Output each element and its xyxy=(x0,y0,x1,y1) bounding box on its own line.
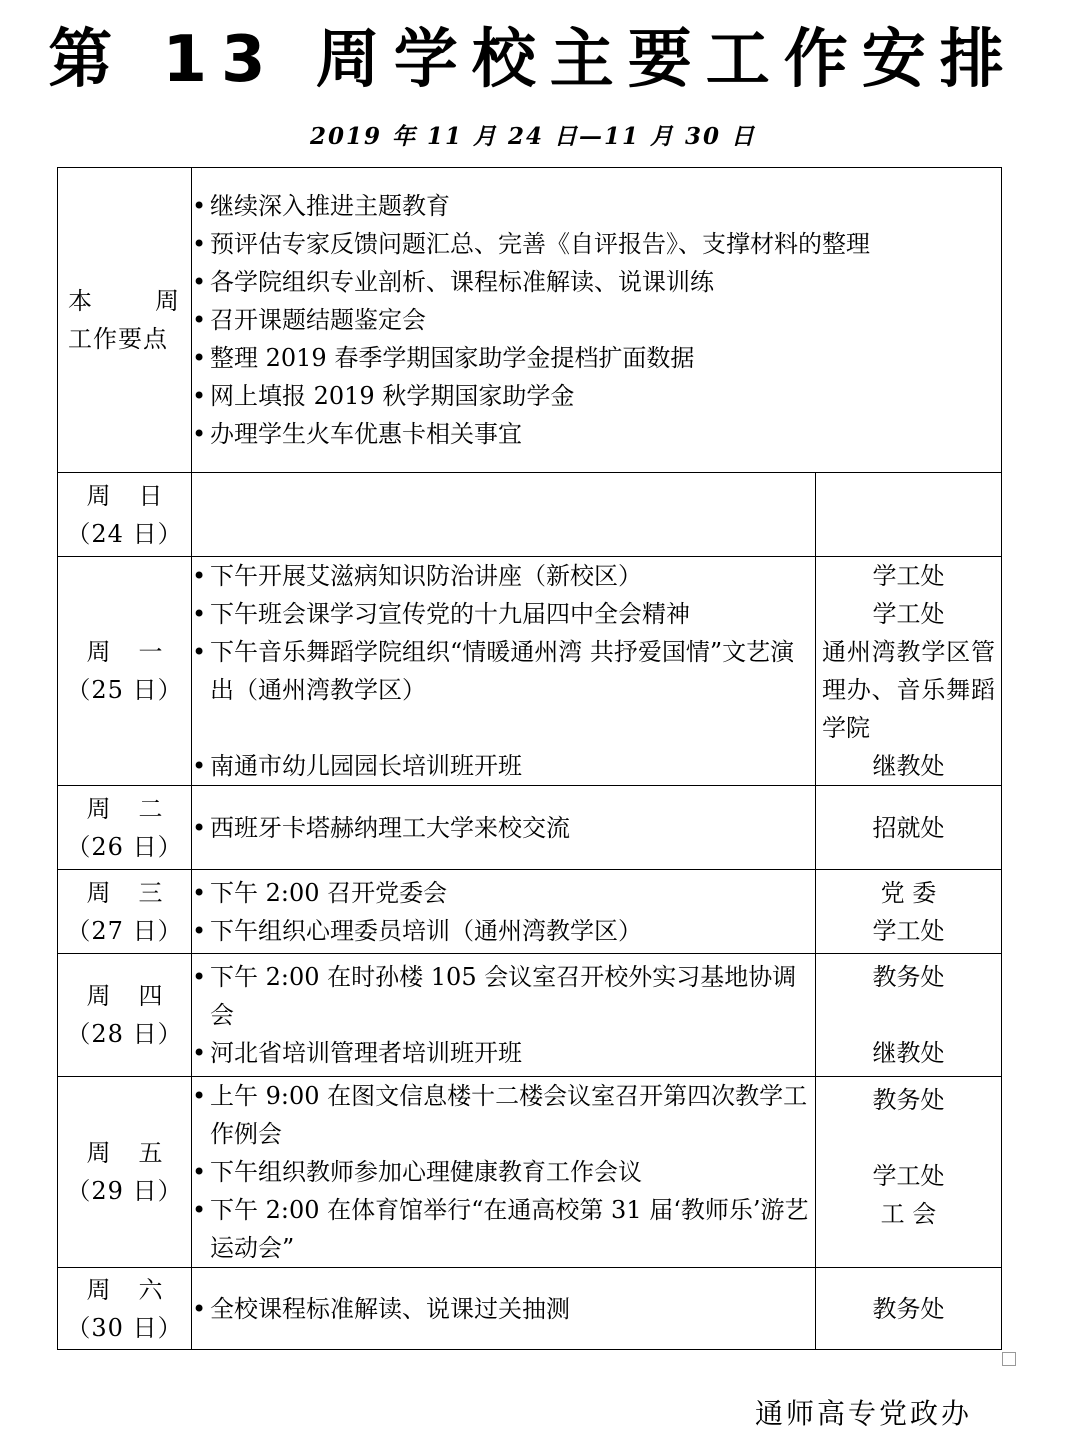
day-row-sunday xyxy=(58,473,1002,557)
key-points-row xyxy=(58,168,1002,473)
department: 招就处 xyxy=(872,813,945,842)
schedule-item: • 下午 2:00 在体育馆举行“在通高校第 31 届‘教师乐’游艺运动会” xyxy=(192,1191,815,1267)
day-row-wednesday xyxy=(58,870,1002,954)
day-row-thursday xyxy=(58,954,1002,1077)
day-date: （25 日） xyxy=(66,676,183,704)
department: 教务处 xyxy=(872,1294,945,1323)
department: 学工处 xyxy=(872,600,945,628)
department: 党 委 xyxy=(880,878,937,907)
key-point-item: • 继续深入推进主题教育 xyxy=(192,187,1001,225)
day-label xyxy=(58,1077,192,1268)
issuer-signature: 通师高专党政办 xyxy=(754,1397,972,1430)
key-points-label-a: 本 xyxy=(68,287,93,315)
schedule-item: • 下午开展艾滋病知识防治讲座（新校区） xyxy=(192,557,815,595)
day-items xyxy=(192,1268,816,1350)
department: 教务处 xyxy=(872,1086,945,1114)
day-date: （24 日） xyxy=(66,519,183,548)
day-items xyxy=(192,870,816,954)
schedule-item: • 西班牙卡塔赫纳理工大学来校交流 xyxy=(192,809,815,847)
table-corner-marker xyxy=(1002,1352,1016,1366)
schedule-item: • 下午组织教师参加心理健康教育工作会议 xyxy=(192,1153,815,1191)
day-row-saturday xyxy=(58,1268,1002,1350)
day-items xyxy=(192,954,816,1077)
schedule-item: • 下午 2:00 在时孙楼 105 会议室召开校外实习基地协调会 xyxy=(192,958,815,1034)
key-point-item: • 网上填报 2019 秋学期国家助学金 xyxy=(192,377,1001,415)
page-title: 第 13 周学校主要工作安排 xyxy=(48,23,1018,97)
day-label xyxy=(58,557,192,786)
day-depts xyxy=(816,954,1002,1077)
day-date: （28 日） xyxy=(66,1020,183,1048)
day-depts xyxy=(816,1268,1002,1350)
day-name: 周三 xyxy=(86,878,191,907)
day-items xyxy=(192,1077,816,1268)
day-label xyxy=(58,870,192,954)
day-depts xyxy=(816,786,1002,870)
day-depts xyxy=(816,473,1002,557)
schedule-item: • 南通市幼儿园园长培训班开班 xyxy=(192,747,815,785)
day-row-monday xyxy=(58,557,1002,786)
day-label xyxy=(58,1268,192,1350)
key-points-label-b: 周 xyxy=(155,287,180,315)
day-label xyxy=(58,473,192,557)
schedule-item: • 下午 2:00 召开党委会 xyxy=(192,874,815,912)
key-points-items xyxy=(192,168,1002,473)
day-items xyxy=(192,473,816,557)
day-row-tuesday xyxy=(58,786,1002,870)
day-name: 周日 xyxy=(86,481,191,510)
department: 学工处 xyxy=(872,1162,945,1190)
day-row-friday xyxy=(58,1077,1002,1268)
key-point-item: • 召开课题结题鉴定会 xyxy=(192,301,1001,339)
day-date: （29 日） xyxy=(66,1177,183,1205)
schedule-item: • 全校课程标准解读、说课过关抽测 xyxy=(192,1290,815,1328)
day-name: 周四 xyxy=(86,982,191,1010)
department: 学工处 xyxy=(872,916,945,945)
day-date: （30 日） xyxy=(66,1313,183,1342)
day-name: 周一 xyxy=(86,638,191,666)
key-point-item: • 各学院组织专业剖析、课程标准解读、说课训练 xyxy=(192,263,1001,301)
department: 通州湾教学区管理办、音乐舞蹈学院 xyxy=(822,638,995,742)
date-range: 2019 年 11 月 24 日—11 月 30 日 xyxy=(309,123,757,150)
day-depts xyxy=(816,870,1002,954)
day-depts xyxy=(816,557,1002,786)
day-items xyxy=(192,786,816,870)
schedule-item: • 下午组织心理委员培训（通州湾教学区） xyxy=(192,912,815,950)
schedule-item: • 河北省培训管理者培训班开班 xyxy=(192,1034,815,1072)
schedule-item: • 下午班会课学习宣传党的十九届四中全会精神 xyxy=(192,595,815,633)
day-label xyxy=(58,954,192,1077)
department: 工 会 xyxy=(880,1200,937,1228)
key-point-item: • 办理学生火车优惠卡相关事宜 xyxy=(192,415,1001,453)
day-label xyxy=(58,786,192,870)
department: 继教处 xyxy=(872,1039,945,1067)
schedule-item: • 上午 9:00 在图文信息楼十二楼会议室召开第四次教学工作例会 xyxy=(192,1077,815,1153)
department: 学工处 xyxy=(872,562,945,590)
department: 继教处 xyxy=(872,752,945,780)
day-name: 周五 xyxy=(86,1139,191,1167)
key-points-label-line2: 工作要点 xyxy=(68,325,168,353)
department: 教务处 xyxy=(872,963,945,991)
key-point-item: • 预评估专家反馈问题汇总、完善《自评报告》、支撑材料的整理 xyxy=(192,225,1001,263)
day-date: （26 日） xyxy=(66,832,183,861)
day-items xyxy=(192,557,816,786)
schedule-table xyxy=(57,167,1002,1350)
key-points-label xyxy=(58,168,192,473)
day-name: 周二 xyxy=(86,794,191,823)
day-name: 周六 xyxy=(86,1275,191,1304)
day-depts xyxy=(816,1077,1002,1268)
key-point-item: • 整理 2019 春季学期国家助学金提档扩面数据 xyxy=(192,339,1001,377)
day-date: （27 日） xyxy=(66,916,183,945)
schedule-item: • 下午音乐舞蹈学院组织“情暖通州湾 共抒爱国情”文艺演出（通州湾教学区） xyxy=(192,633,815,709)
